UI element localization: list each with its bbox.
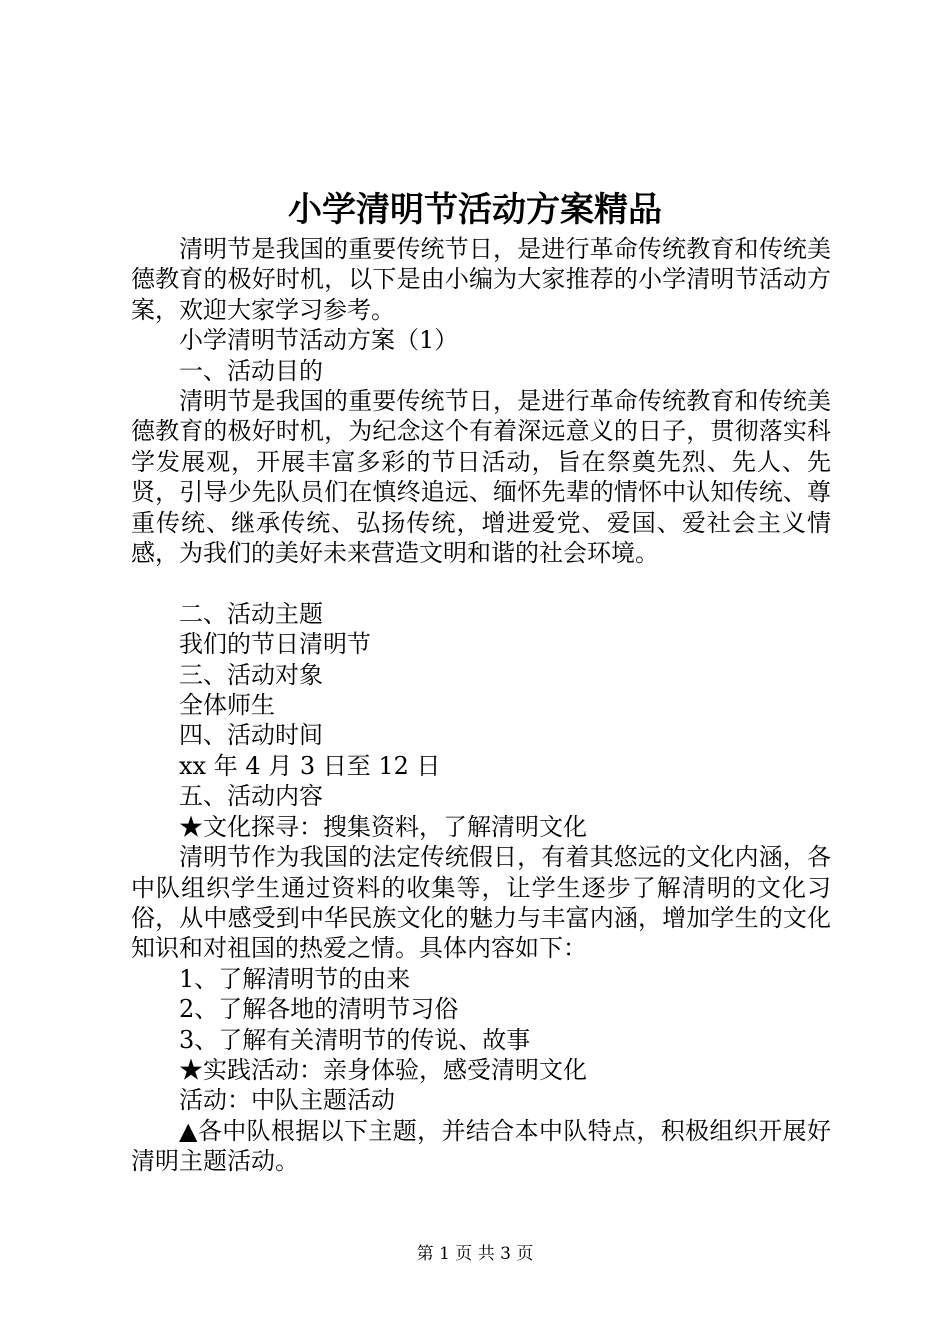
activity-paragraph: ▲各中队根据以下主题，并结合本中队特点，积极组织开展好清明主题活动。 <box>131 1116 831 1176</box>
section-heading-audience: 三、活动对象 <box>179 660 323 689</box>
document-title: 小学清明节活动方案精品 <box>288 190 662 230</box>
page-footer: 第 1 页 共 3 页 <box>416 1244 534 1264</box>
time-text: xx 年 4 月 3 日至 12 日 <box>179 751 441 780</box>
activity-label: 活动：中队主题活动 <box>179 1086 395 1115</box>
list-item: 3、了解有关清明节的传说、故事 <box>179 1025 531 1054</box>
section-heading-content: 五、活动内容 <box>179 782 323 811</box>
practice-heading: ★实践活动：亲身体验，感受清明文化 <box>179 1055 587 1084</box>
section-heading-time: 四、活动时间 <box>179 721 323 750</box>
list-item: 2、了解各地的清明节习俗 <box>179 995 459 1024</box>
plan-subtitle: 小学清明节活动方案（1） <box>179 326 459 355</box>
list-item: 1、了解清明节的由来 <box>179 964 411 993</box>
purpose-paragraph: 清明节是我国的重要传统节日，是进行革命传统教育和传统美德教育的极好时机，为纪念这个有着深远意义的日子，贯彻落实科学发展观，开展丰富多彩的节日活动，旨在祭奠先烈、先人、先贤，引导少先队员们在慎终追远、缅怀先辈的情怀中认知传统、尊重传统、继承传统、弘扬传统，增进爱党、爱国、爱社会主义情感，为我们的美好未来营造文明和谐的社会环境。 <box>131 387 831 568</box>
document-body <box>131 234 831 1177</box>
culture-heading: ★文化探寻：搜集资料，了解清明文化 <box>179 812 587 841</box>
blank-line <box>131 568 831 598</box>
section-heading-theme: 二、活动主题 <box>179 599 323 628</box>
audience-text: 全体师生 <box>179 691 275 720</box>
culture-paragraph: 清明节作为我国的法定传统假日，有着其悠远的文化内涵，各中队组织学生通过资料的收集等，让学生逐步了解清明的文化习俗，从中感受到中华民族文化的魅力与丰富内涵，增加学生的文化知识和对祖国的热爱之情。具体内容如下： <box>131 843 831 963</box>
intro-paragraph: 清明节是我国的重要传统节日，是进行革命传统教育和传统美德教育的极好时机，以下是由小编为大家推荐的小学清明节活动方案，欢迎大家学习参考。 <box>131 235 831 324</box>
theme-text: 我们的节日清明节 <box>179 630 371 659</box>
section-heading-purpose: 一、活动目的 <box>179 356 323 385</box>
